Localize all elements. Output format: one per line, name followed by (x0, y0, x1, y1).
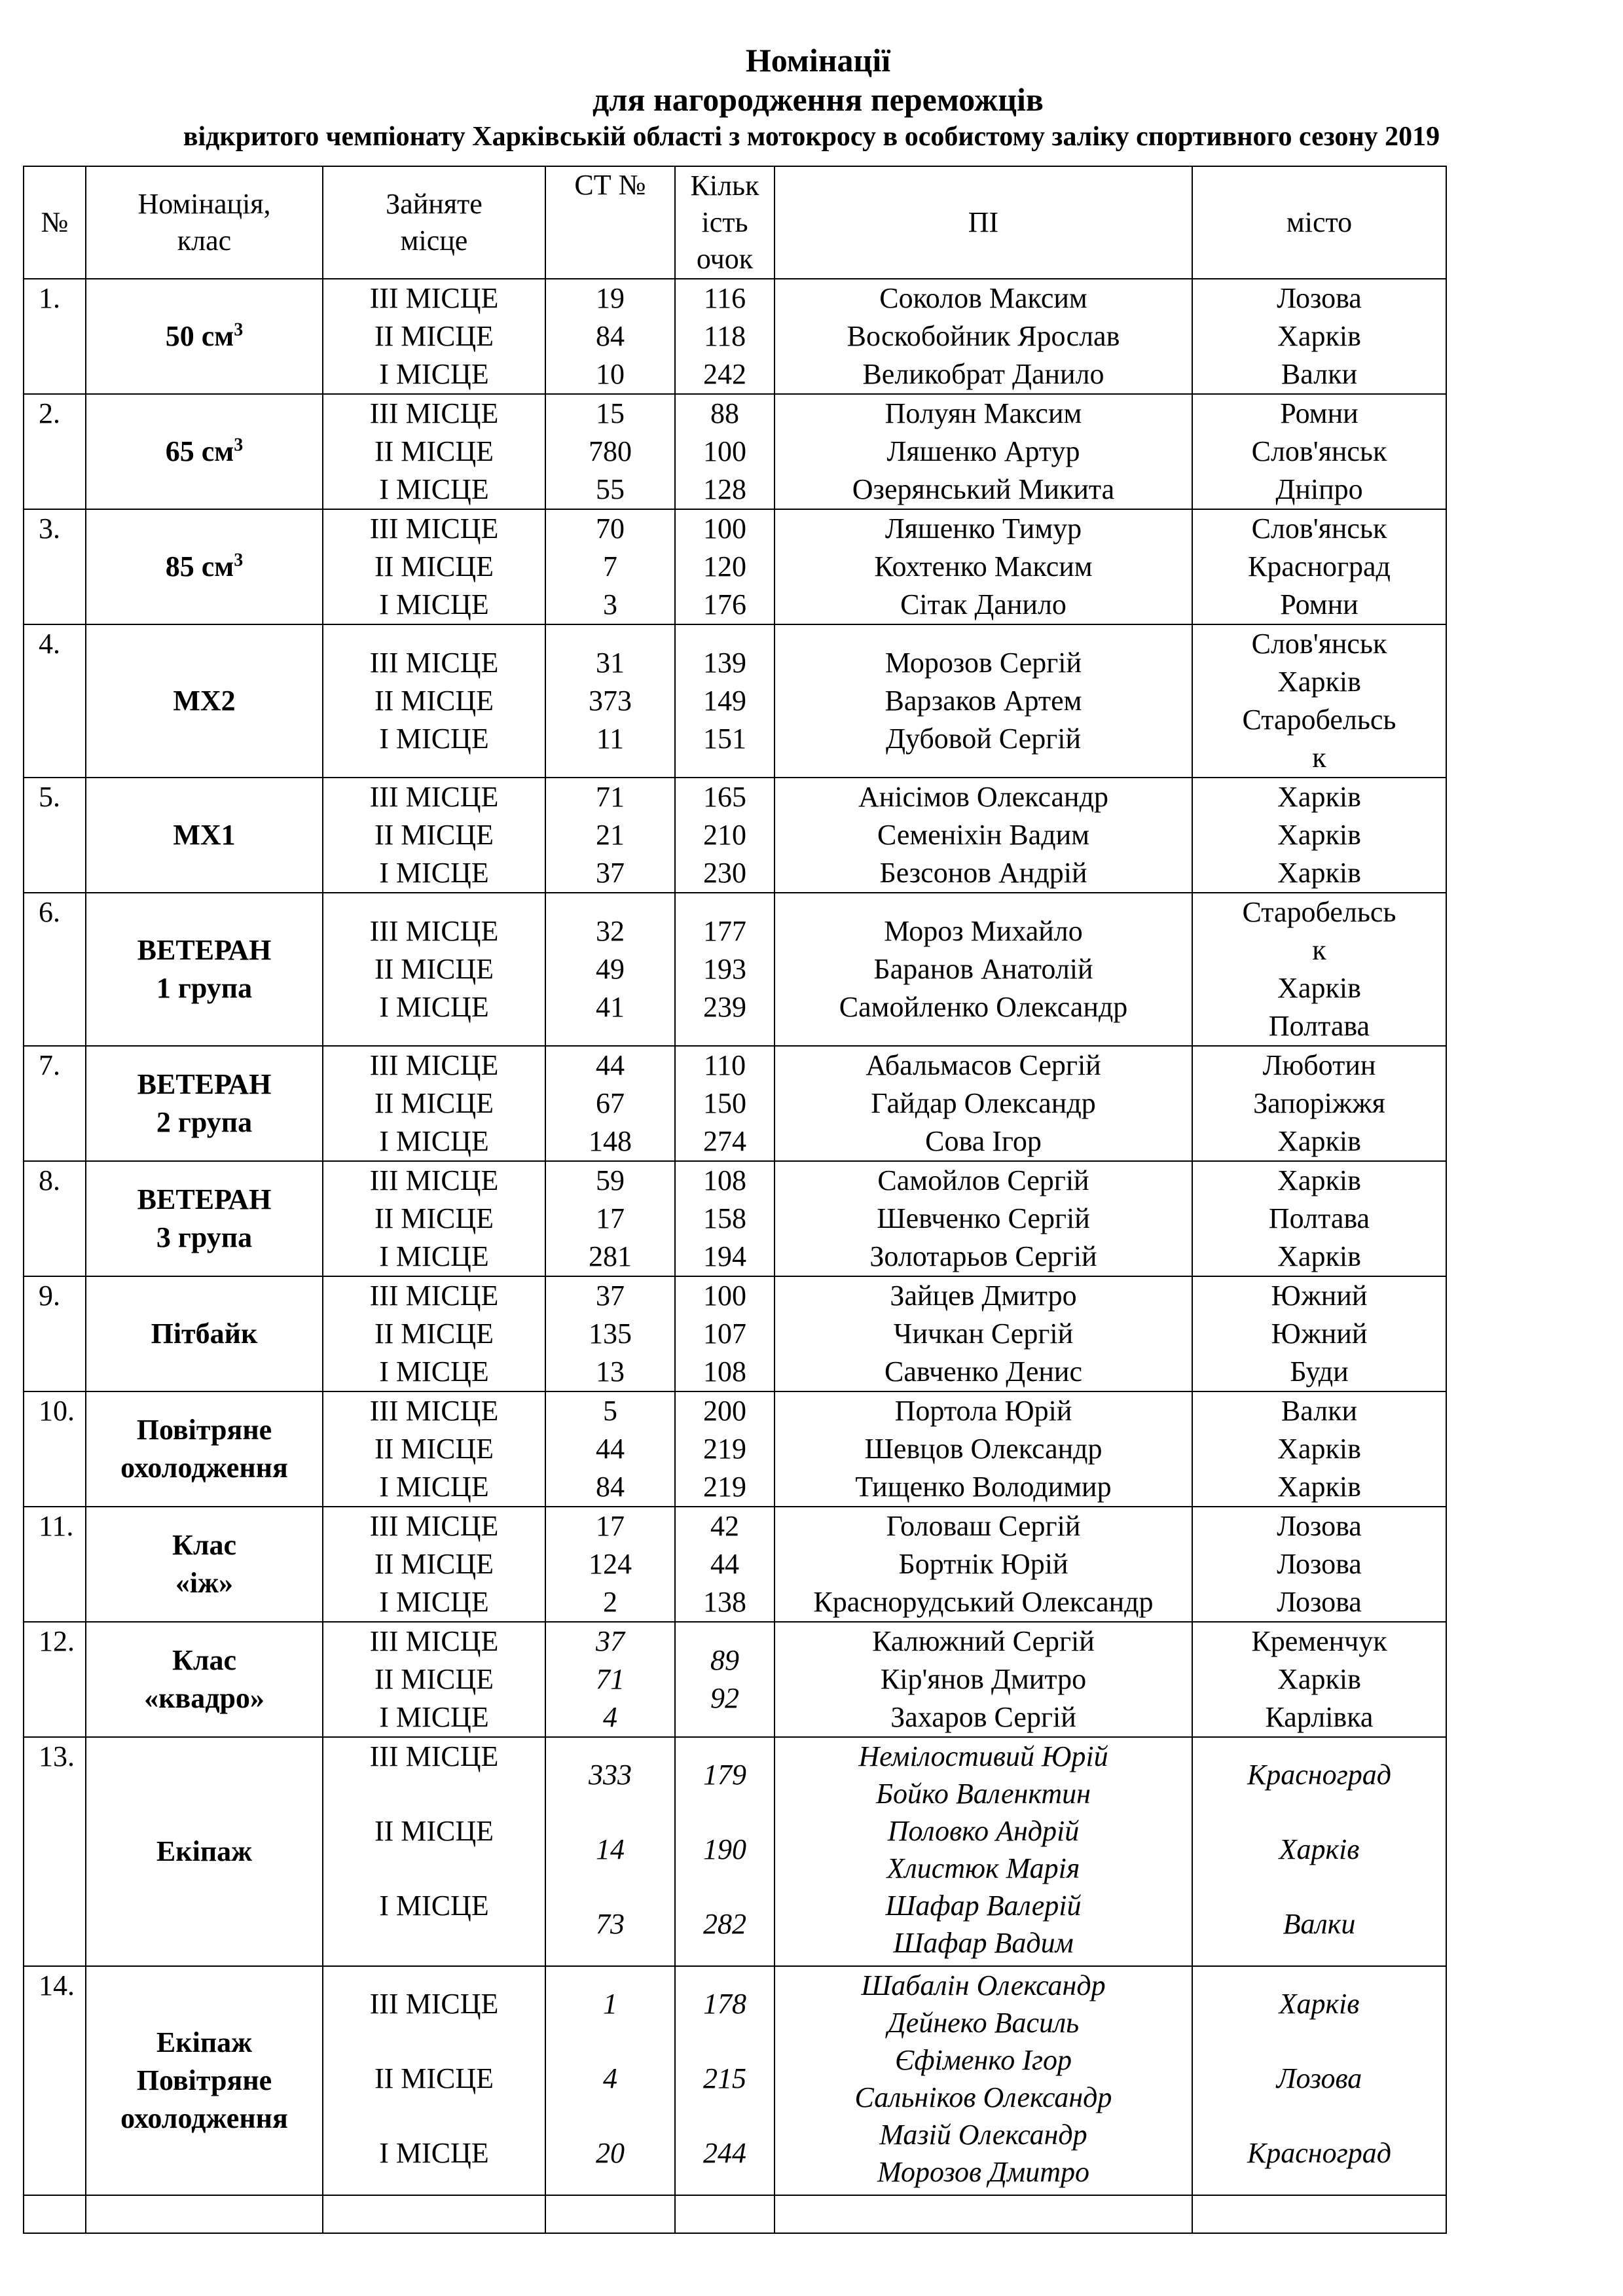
start-numbers-cell: 32 49 41 (545, 893, 675, 1046)
header-row (24, 166, 1446, 279)
points-cell: 116 118 242 (675, 279, 775, 394)
row-number: 3. (24, 509, 86, 624)
names-cell: Немілостивий Юрій Бойко Валенктин Половко Андрій Хлистюк Марія Шафар Валерій Шафар Вадим (775, 1737, 1192, 1966)
cities-cell: Харків Харків Харків (1192, 778, 1446, 893)
nomination-cell: ВЕТЕРАН 1 група (86, 893, 323, 1046)
empty-cell (1192, 2195, 1446, 2233)
empty-cell (86, 2195, 323, 2233)
places-cell: ІІІ МІСЦЕ ІІ МІСЦЕ І МІСЦЕ (323, 279, 545, 394)
start-numbers-cell: 59 17 281 (545, 1161, 675, 1276)
points-cell: 89 92 (675, 1622, 775, 1737)
start-numbers-cell: 37 135 13 (545, 1276, 675, 1391)
row-number: 4. (24, 624, 86, 778)
nomination-cell: Повітряне охолодження (86, 1391, 323, 1507)
cities-cell: Старобельсь к Харків Полтава (1192, 893, 1446, 1046)
start-numbers-cell: 71 21 37 (545, 778, 675, 893)
table-row (24, 394, 1446, 509)
places-cell: ІІІ МІСЦЕ ІІ МІСЦЕ І МІСЦЕ (323, 1622, 545, 1737)
start-numbers-cell: 15 780 55 (545, 394, 675, 509)
names-cell: Ляшенко Тимур Кохтенко Максим Сітак Данило (775, 509, 1192, 624)
row-number: 2. (24, 394, 86, 509)
start-numbers-cell: 1 4 20 (545, 1966, 675, 2195)
start-numbers-cell: 70 7 3 (545, 509, 675, 624)
cities-cell: Южний Южний Буди (1192, 1276, 1446, 1391)
row-number: 7. (24, 1046, 86, 1161)
points-cell: 100 120 176 (675, 509, 775, 624)
places-cell: ІІІ МІСЦЕ ІІ МІСЦЕ І МІСЦЕ (323, 1737, 545, 1966)
start-numbers-cell: 19 84 10 (545, 279, 675, 394)
title-line-1: Номінації (745, 42, 891, 79)
nomination-cell: МХ2 (86, 624, 323, 778)
places-cell: ІІІ МІСЦЕ ІІ МІСЦЕ І МІСЦЕ (323, 1391, 545, 1507)
places-cell: ІІІ МІСЦЕ ІІ МІСЦЕ І МІСЦЕ (323, 1276, 545, 1391)
nominations-table (23, 166, 1447, 2234)
names-cell: Самойлов Сергій Шевченко Сергій Золотарьов Сергій (775, 1161, 1192, 1276)
table-row (24, 1622, 1446, 1737)
names-cell: Морозов Сергій Варзаков Артем Дубовой Сергій (775, 624, 1192, 778)
row-number: 6. (24, 893, 86, 1046)
nomination-cell: Пітбайк (86, 1276, 323, 1391)
points-cell: 108 158 194 (675, 1161, 775, 1276)
nomination-cell: 65 $см^3$ (86, 394, 323, 509)
table-row (24, 279, 1446, 394)
row-number: 10. (24, 1391, 86, 1507)
header-name: ПІ (775, 166, 1192, 279)
points-cell: 88 100 128 (675, 394, 775, 509)
cities-cell: Лозова Лозова Лозова (1192, 1507, 1446, 1622)
names-cell: Калюжний Сергій Кір'янов Дмитро Захаров Сергій (775, 1622, 1192, 1737)
empty-cell (24, 2195, 86, 2233)
row-number: 13. (24, 1737, 86, 1966)
places-cell: ІІІ МІСЦЕ ІІ МІСЦЕ І МІСЦЕ (323, 509, 545, 624)
table-row (24, 1966, 1446, 2195)
empty-cell (775, 2195, 1192, 2233)
cities-cell: Слов'янськ Харків Старобельсь к (1192, 624, 1446, 778)
empty-row (24, 2195, 1446, 2233)
table-row (24, 778, 1446, 893)
row-number: 8. (24, 1161, 86, 1276)
table-row (24, 1161, 1446, 1276)
names-cell: Портола Юрій Шевцов Олександр Тищенко Володимир (775, 1391, 1192, 1507)
start-numbers-cell: 31 373 11 (545, 624, 675, 778)
start-numbers-cell: 44 67 148 (545, 1046, 675, 1161)
table-row (24, 1507, 1446, 1622)
cities-cell: Харків Полтава Харків (1192, 1161, 1446, 1276)
cities-cell: Красноград Харків Валки (1192, 1737, 1446, 1966)
start-numbers-cell: 5 44 84 (545, 1391, 675, 1507)
row-number: 1. (24, 279, 86, 394)
places-cell: ІІІ МІСЦЕ ІІ МІСЦЕ І МІСЦЕ (323, 778, 545, 893)
points-cell: 178 215 244 (675, 1966, 775, 2195)
places-cell: ІІІ МІСЦЕ ІІ МІСЦЕ І МІСЦЕ (323, 1046, 545, 1161)
title-line-2: для нагородження переможців (593, 81, 1044, 118)
cities-cell: Слов'янськ Красноград Ромни (1192, 509, 1446, 624)
table-row (24, 893, 1446, 1046)
nomination-cell: Клас «іж» (86, 1507, 323, 1622)
places-cell: ІІІ МІСЦЕ ІІ МІСЦЕ І МІСЦЕ (323, 893, 545, 1046)
cities-cell: Лозова Харків Валки (1192, 279, 1446, 394)
start-numbers-cell: 17 124 2 (545, 1507, 675, 1622)
row-number: 14. (24, 1966, 86, 2195)
cities-cell: Харків Лозова Красноград (1192, 1966, 1446, 2195)
places-cell: ІІІ МІСЦЕ ІІ МІСЦЕ І МІСЦЕ (323, 394, 545, 509)
empty-cell (545, 2195, 675, 2233)
empty-cell (323, 2195, 545, 2233)
table-row (24, 1046, 1446, 1161)
cities-cell: Ромни Слов'янськ Дніпро (1192, 394, 1446, 509)
places-cell: ІІІ МІСЦЕ ІІ МІСЦЕ І МІСЦЕ (323, 1966, 545, 2195)
header-points: Кільк ість очок (675, 166, 775, 279)
names-cell: Головаш Сергій Бортнік Юрій Краснорудський Олександр (775, 1507, 1192, 1622)
nomination-cell: ВЕТЕРАН 3 група (86, 1161, 323, 1276)
points-cell: 177 193 239 (675, 893, 775, 1046)
table-row (24, 1737, 1446, 1966)
nomination-cell: Клас «квадро» (86, 1622, 323, 1737)
table-row (24, 1391, 1446, 1507)
start-numbers-cell: 37 71 4 (545, 1622, 675, 1737)
row-number: 5. (24, 778, 86, 893)
places-cell: ІІІ МІСЦЕ ІІ МІСЦЕ І МІСЦЕ (323, 1507, 545, 1622)
document-title-block (0, 41, 1623, 154)
nomination-cell: 50 $см^3$ (86, 279, 323, 394)
names-cell: Соколов Максим Воскобойник Ярослав Великобрат Данило (775, 279, 1192, 394)
row-number: 12. (24, 1622, 86, 1737)
names-cell: Анісімов Олександр Семеніхін Вадим Безсонов Андрій (775, 778, 1192, 893)
points-cell: 139 149 151 (675, 624, 775, 778)
empty-cell (675, 2195, 775, 2233)
start-numbers-cell: 333 14 73 (545, 1737, 675, 1966)
names-cell: Мороз Михайло Баранов Анатолій Самойленко Олександр (775, 893, 1192, 1046)
points-cell: 179 190 282 (675, 1737, 775, 1966)
row-number: 11. (24, 1507, 86, 1622)
cities-cell: Валки Харків Харків (1192, 1391, 1446, 1507)
nomination-cell: Екіпаж Повітряне охолодження (86, 1966, 323, 2195)
header-place: Зайняте місце (323, 166, 545, 279)
header-start-number: СТ № (545, 166, 675, 279)
cities-cell: Люботин Запоріжжя Харків (1192, 1046, 1446, 1161)
nomination-cell: 85 $см^3$ (86, 509, 323, 624)
places-cell: ІІІ МІСЦЕ ІІ МІСЦЕ І МІСЦЕ (323, 1161, 545, 1276)
header-city: місто (1192, 166, 1446, 279)
table-row (24, 509, 1446, 624)
row-number: 9. (24, 1276, 86, 1391)
points-cell: 165 210 230 (675, 778, 775, 893)
title-line-3: відкритого чемпіонату Харківській області з мотокросу в особистому заліку спортивного сезону 2019 (183, 122, 1440, 152)
header-nomination: Номінація, клас (86, 166, 323, 279)
header-number: № (24, 166, 86, 279)
points-cell: 200 219 219 (675, 1391, 775, 1507)
places-cell: ІІІ МІСЦЕ ІІ МІСЦЕ І МІСЦЕ (323, 624, 545, 778)
nomination-cell: Екіпаж (86, 1737, 323, 1966)
nomination-cell: МХ1 (86, 778, 323, 893)
nomination-cell: ВЕТЕРАН 2 група (86, 1046, 323, 1161)
table-row (24, 624, 1446, 778)
points-cell: 42 44 138 (675, 1507, 775, 1622)
cities-cell: Кременчук Харків Карлівка (1192, 1622, 1446, 1737)
names-cell: Зайцев Дмитро Чичкан Сергій Савченко Денис (775, 1276, 1192, 1391)
names-cell: Абальмасов Сергій Гайдар Олександр Сова Ігор (775, 1046, 1192, 1161)
names-cell: Полуян Максим Ляшенко Артур Озерянський Микита (775, 394, 1192, 509)
names-cell: Шабалін Олександр Дейнеко Василь Єфіменко Ігор Сальніков Олександр Мазій Олександр Морозов Дмитро (775, 1966, 1192, 2195)
points-cell: 100 107 108 (675, 1276, 775, 1391)
table-row (24, 1276, 1446, 1391)
points-cell: 110 150 274 (675, 1046, 775, 1161)
